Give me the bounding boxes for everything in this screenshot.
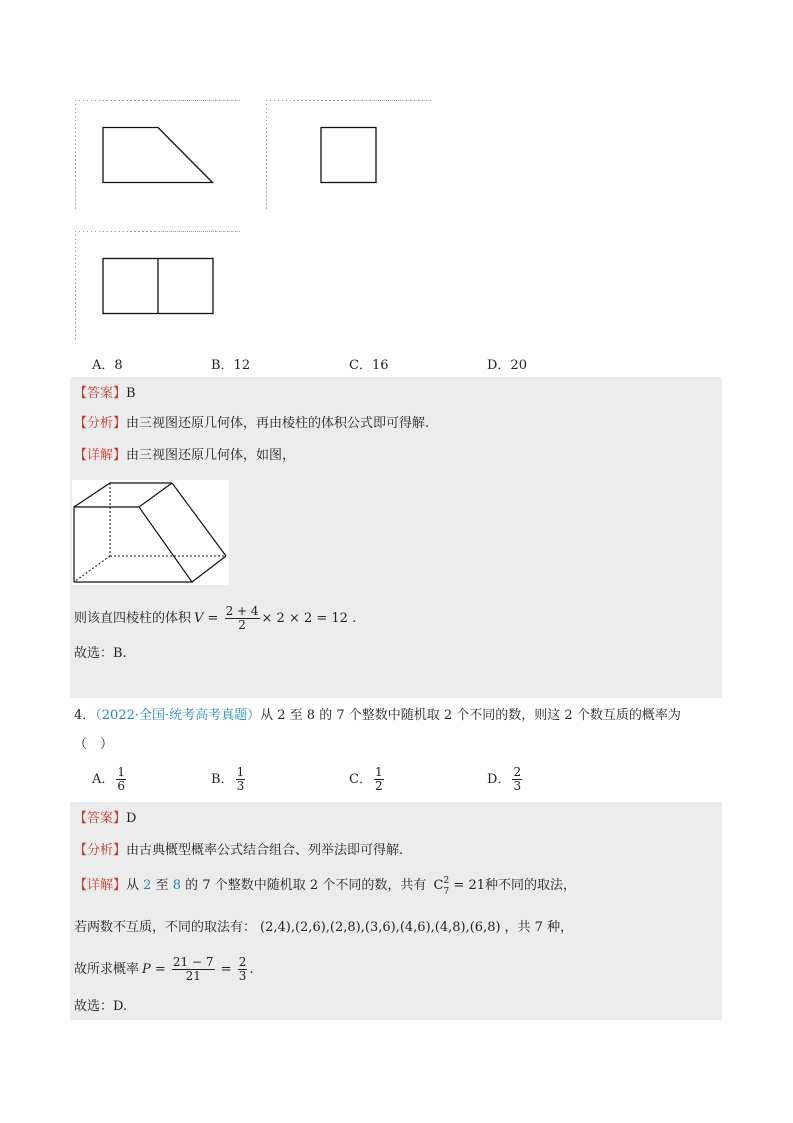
- prob-var: P =: [142, 962, 170, 977]
- option-label: A．: [92, 772, 115, 787]
- answer-value: D: [126, 811, 137, 826]
- q4-option-d: [487, 766, 524, 793]
- q3-option-d: D．20: [487, 358, 527, 373]
- q4-option-a: [92, 766, 128, 793]
- prob-fraction: [172, 956, 215, 983]
- combination: [433, 876, 450, 897]
- option-den: 3: [236, 779, 245, 793]
- volume-num: 2 + 4: [225, 604, 259, 618]
- prob-prefix: 故所求概率: [74, 962, 140, 977]
- detail-j: = 21种不同的取法，: [453, 878, 577, 893]
- answer-paren: （ ）: [74, 737, 114, 752]
- q3-answer-line: [74, 386, 136, 402]
- top-view-grid: [75, 231, 240, 341]
- q3-option-b: B．12: [211, 358, 251, 373]
- q3-analysis-line: [74, 416, 429, 432]
- answer-value: B: [126, 386, 136, 401]
- q4-stem: [74, 708, 681, 724]
- q3-detail-line: [74, 448, 295, 464]
- detail-label: 【详解】: [74, 448, 127, 463]
- option-num: 1: [117, 765, 126, 779]
- option-num: 1: [374, 765, 383, 779]
- q4-option-b: [211, 766, 247, 793]
- option-den: 6: [117, 779, 126, 793]
- detail-e: 的: [185, 878, 199, 893]
- side-view-grid: [266, 100, 431, 210]
- volume-prefix: 则该直四棱柱的体积: [74, 611, 192, 626]
- prob-den-2: 3: [238, 969, 247, 983]
- q4-pairs-line: [74, 920, 573, 936]
- detail-g: 个整数中随机取: [214, 878, 306, 893]
- comb-sup: 2: [443, 876, 450, 886]
- question-text: 从 2 至 8 的 7 个整数中随机取 2 个不同的数，则这 2 个数互质的概率为: [260, 708, 681, 723]
- q4-choice-line: [74, 999, 127, 1015]
- detail-f: 7: [202, 878, 211, 893]
- q3-choice-line: [74, 646, 127, 662]
- prob-eq: =: [216, 962, 236, 977]
- option-fraction: [374, 766, 384, 793]
- analysis-text: 由古典概型概率公式结合组合、列举法即可得解.: [126, 843, 404, 858]
- volume-var: V =: [194, 611, 223, 626]
- option-num: 1: [236, 765, 245, 779]
- option-fraction: [236, 766, 246, 793]
- q3-option-c: C．16: [349, 358, 389, 373]
- option-fraction: [512, 766, 522, 793]
- option-den: 2: [374, 779, 383, 793]
- q4-probability-line: [74, 955, 253, 985]
- option-label: C．: [349, 772, 372, 787]
- detail-h: 2: [309, 878, 319, 893]
- volume-suffix: × 2 × 2 = 12 .: [261, 611, 357, 626]
- question-number: 4．: [74, 708, 96, 723]
- volume-fraction: [225, 605, 260, 632]
- detail-label: 【详解】: [74, 878, 127, 893]
- option-fraction: [116, 766, 126, 793]
- prob-num: 21 − 7: [172, 955, 214, 969]
- detail-d: 8: [172, 878, 182, 893]
- analysis-label: 【分析】: [74, 416, 127, 431]
- prob-den: 21: [185, 969, 201, 983]
- volume-den: 2: [238, 618, 246, 632]
- detail-text: 由三视图还原几何体，如图，: [126, 448, 296, 463]
- option-den: 3: [513, 779, 522, 793]
- prob-num-2: 2: [238, 955, 247, 969]
- option-num: 2: [513, 765, 522, 779]
- q4-solution-block: [70, 802, 722, 1020]
- detail-c: 至: [155, 878, 169, 893]
- answer-label: 【答案】: [74, 386, 127, 401]
- option-label: D．: [487, 772, 511, 787]
- answer-label: 【答案】: [74, 811, 127, 826]
- choice-text: 故选：D.: [74, 999, 128, 1014]
- detail-a: 从: [126, 878, 140, 893]
- pairs-list: (2,4),(2,6),(2,8),(3,6),(4,6),(4,8),(6,8): [260, 920, 501, 935]
- comb-letter: C: [433, 878, 444, 893]
- analysis-text: 由三视图还原几何体，再由棱柱的体积公式即可得解.: [126, 416, 430, 431]
- q4-paren: [74, 737, 113, 753]
- option-label: B．: [211, 772, 234, 787]
- front-view-grid: [75, 100, 240, 210]
- q3-option-a: A．8: [92, 358, 123, 373]
- detail-b: 2: [143, 878, 152, 893]
- q4-option-c: [349, 766, 386, 793]
- prob-end: .: [249, 962, 254, 977]
- q4-analysis-line: [74, 843, 403, 859]
- choice-text: 故选：B.: [74, 646, 127, 661]
- question-source: （2022·全国·统考高考真题）: [95, 708, 261, 723]
- analysis-label: 【分析】: [74, 843, 127, 858]
- pairs-prefix: 若两数不互质，不同的取法有：: [74, 920, 257, 935]
- q4-answer-line: [74, 811, 136, 827]
- detail-i: 个不同的数，共有: [322, 878, 427, 893]
- q3-volume-line: [74, 605, 356, 633]
- prob-fraction-2: [238, 956, 248, 983]
- q4-detail-line: [74, 876, 577, 897]
- comb-sub: 7: [443, 887, 450, 897]
- pairs-suffix: ，共 7 种，: [504, 920, 574, 935]
- prism-figure-bg: [72, 480, 229, 585]
